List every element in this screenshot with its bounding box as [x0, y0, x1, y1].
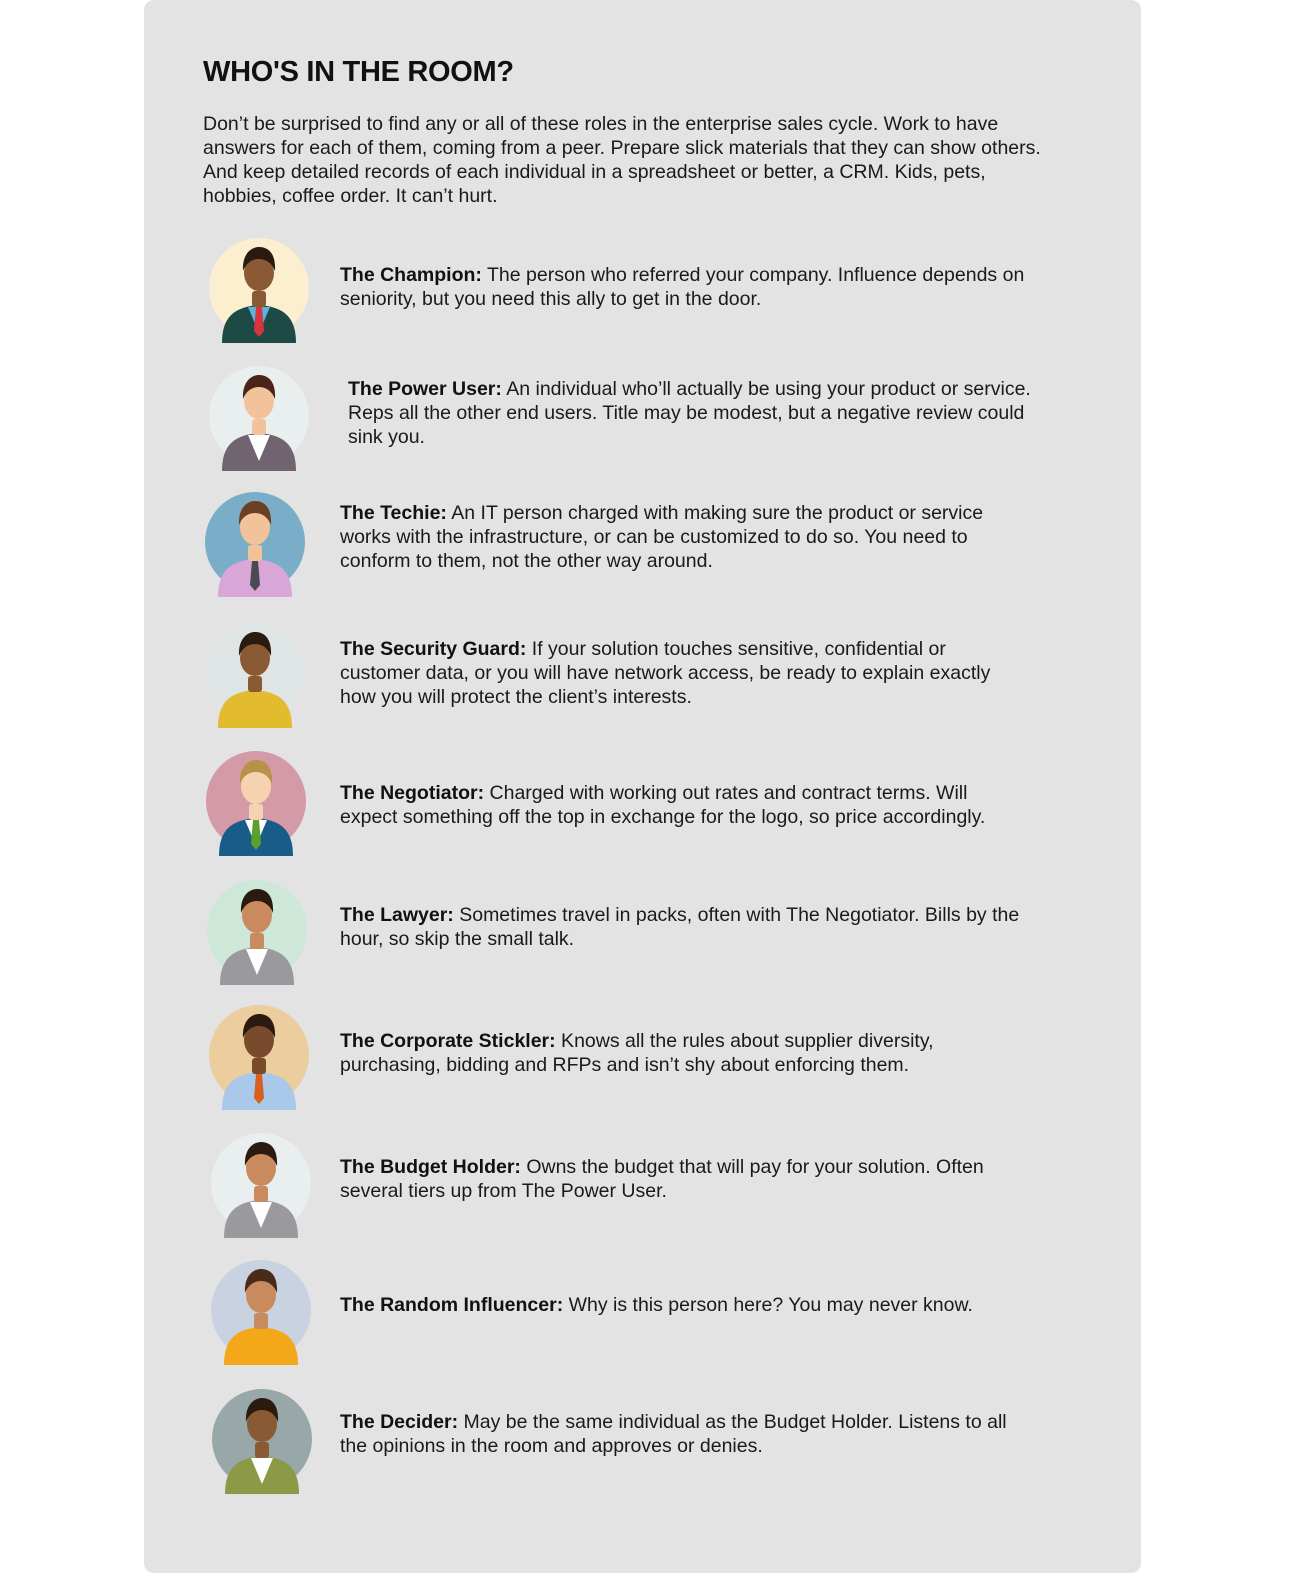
- role-name: The Random Influencer:: [340, 1294, 564, 1316]
- role-text: Sometimes travel in packs, often with The Negotiator. Bills by the hour, so skip the small talk.: [340, 904, 1020, 950]
- role-text: The person who referred your company. Influence depends on seniority, but you need this ally to get in the door.: [340, 264, 1025, 310]
- role-description: [340, 263, 1030, 311]
- man-in-blue-suit-green-tie-icon: [201, 746, 311, 856]
- role-name: The Power User:: [348, 378, 502, 400]
- man-with-glasses-orange-shirt-icon: [206, 1255, 316, 1365]
- woman-in-olive-jacket-icon: [207, 1384, 317, 1494]
- role-name: The Techie:: [340, 502, 447, 524]
- role-name: The Negotiator:: [340, 782, 485, 804]
- role-description: [340, 1293, 1030, 1317]
- role-text: An IT person charged with making sure the product or service works with the infrastructure, or can be customized to do so. You need to conform to them, not the other way around.: [340, 502, 984, 572]
- role-text: Owns the budget that will pay for your solution. Often several tiers up from The Power User.: [340, 1156, 984, 1202]
- role-description: [340, 903, 1030, 951]
- role-description: [340, 781, 1030, 829]
- role-name: The Corporate Stickler:: [340, 1030, 556, 1052]
- role-description: [340, 637, 1030, 709]
- woman-in-grey-purple-blazer-icon: [204, 361, 314, 471]
- curly-haired-woman-grey-blazer-icon: [206, 1128, 316, 1238]
- role-text: Charged with working out rates and contract terms. Will expect something off the top in exchange for the logo, so price accordingly.: [340, 782, 986, 828]
- bearded-man-light-blue-shirt-orange-tie-icon: [204, 1000, 314, 1110]
- role-text: If your solution touches sensitive, confidential or customer data, or you will have network access, be ready to explain exactly how you will protect the client’s interests.: [340, 638, 991, 708]
- role-name: The Budget Holder:: [340, 1156, 521, 1178]
- role-text: May be the same individual as the Budget Holder. Listens to all the opinions in the room and approves or denies.: [340, 1411, 1007, 1457]
- role-text: An individual who’ll actually be using your product or service. Reps all the other end users. Title may be modest, but a negative review could sink you.: [348, 378, 1031, 448]
- role-description: [340, 1155, 1030, 1203]
- intro-paragraph: Don’t be surprised to find any or all of these roles in the enterprise sales cycle. Work to have answers for each of them, coming from a peer. Prepare slick materials that they can show others. And keep detailed records of each individual in a spreadsheet or better, a CRM. Kids, pets, hobbies, coffee order. It can’t hurt.: [203, 113, 1041, 207]
- role-description: [340, 1029, 1030, 1077]
- role-text: Knows all the rules about supplier diversity, purchasing, bidding and RFPs and isn’t shy about enforcing them.: [340, 1030, 934, 1076]
- role-name: The Security Guard:: [340, 638, 527, 660]
- man-with-glasses-pink-shirt-icon: [200, 487, 310, 597]
- role-name: The Champion:: [340, 264, 482, 286]
- woman-in-grey-suit-icon: [202, 875, 312, 985]
- man-in-yellow-polo-icon: [200, 618, 310, 728]
- role-name: The Decider:: [340, 1411, 459, 1433]
- page-title: WHO'S IN THE ROOM?: [203, 56, 514, 88]
- role-text: Why is this person here? You may never know.: [563, 1294, 973, 1316]
- role-description: [340, 501, 1030, 573]
- role-description: [340, 1410, 1030, 1458]
- man-in-dark-green-suit-red-tie-icon: [204, 233, 314, 343]
- content-card: [144, 0, 1141, 1573]
- role-name: The Lawyer:: [340, 904, 454, 926]
- role-description: [348, 377, 1038, 449]
